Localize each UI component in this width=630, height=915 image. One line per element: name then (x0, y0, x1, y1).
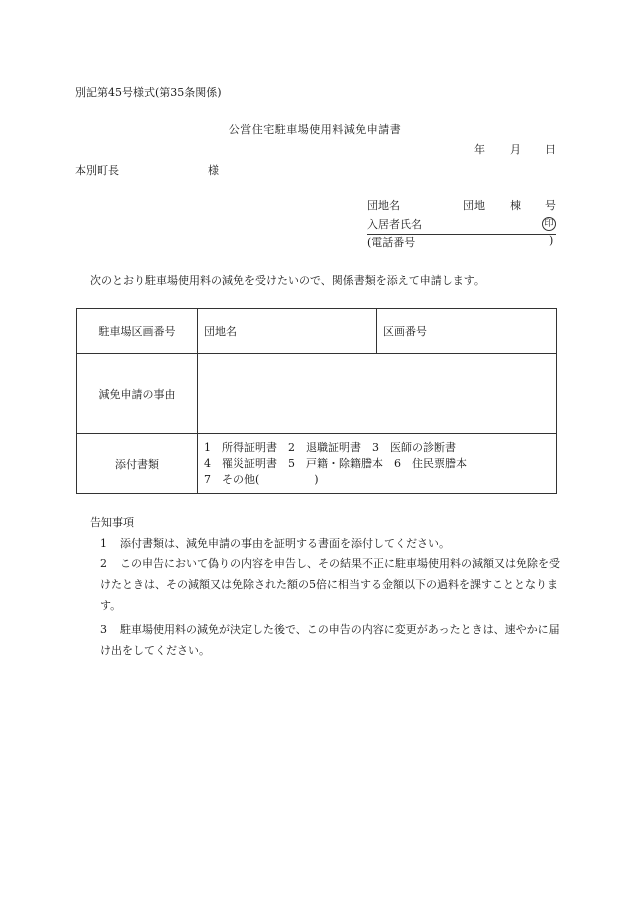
notice-item-text: 添付書類は、減免申請の事由を証明する書面を添付してください。 (120, 537, 450, 550)
complex-cell-label: 団地名 (204, 325, 237, 338)
seal-mark: 印 (542, 217, 556, 231)
intro-text: 次のとおり駐車場使用料の減免を受けたいので、関係書類を添えて申請します。 (90, 274, 485, 287)
date-year: 年 (474, 143, 485, 156)
resident-label: 入居者氏名 (367, 218, 422, 231)
section-cell[interactable] (377, 309, 557, 354)
building-suffix: 棟 (510, 199, 521, 212)
notice-item-text: 駐車場使用料の減免が決定した後で、この申告の内容に変更があったときは、速やかに届け出をしてください。 (100, 623, 560, 657)
notice-item-number: 3 (100, 623, 107, 636)
document-title: 公営住宅駐車場使用料減免申請書 (228, 123, 402, 136)
table-row (77, 309, 557, 354)
attachments-list[interactable] (198, 434, 557, 494)
attachment-line: 4 罹災証明書 5 戸籍・除籍謄本 6 住民票謄本 (204, 456, 467, 470)
complex-cell[interactable] (198, 309, 377, 354)
notice-item (100, 619, 560, 661)
addressee: 本別町長 (75, 164, 119, 177)
application-table (76, 308, 557, 494)
date-day: 日 (545, 143, 556, 156)
table-row (77, 434, 557, 494)
number-suffix: 号 (545, 199, 556, 212)
reason-label: 減免申請の事由 (77, 354, 198, 434)
attachment-line: 7 その他( ) (204, 472, 319, 486)
form-number: 別記第45号様式(第35条関係) (75, 86, 222, 99)
attachments-label: 添付書類 (77, 434, 198, 494)
notice-item (100, 533, 560, 554)
complex-label: 団地名 (367, 199, 400, 212)
resident-row[interactable] (367, 216, 556, 235)
table-row (77, 354, 557, 434)
attachment-line: 1 所得証明書 2 退職証明書 3 医師の診断書 (204, 440, 456, 454)
notice-item-number: 1 (100, 537, 107, 550)
section-cell-label: 区画番号 (383, 325, 427, 338)
reason-field[interactable] (198, 354, 557, 434)
phone-label: (電話番号 (367, 236, 416, 249)
complex-row[interactable] (367, 197, 556, 215)
date-month: 月 (510, 143, 521, 156)
honorific: 様 (208, 164, 219, 177)
notice-heading: 告知事項 (90, 516, 134, 529)
phone-row[interactable] (367, 234, 556, 252)
parking-no-label: 駐車場区画番号 (77, 309, 198, 354)
complex-suffix: 団地 (463, 199, 485, 212)
notice-item-number: 2 (100, 557, 107, 570)
phone-close: ) (549, 234, 554, 247)
notice-item (100, 553, 560, 616)
notice-item-text: この申告において偽りの内容を申告し、その結果不正に駐車場使用料の減額又は免除を受けたときは、その減額又は免除された額の5倍に相当する金額以下の過料を課すこととなります。 (100, 557, 560, 612)
